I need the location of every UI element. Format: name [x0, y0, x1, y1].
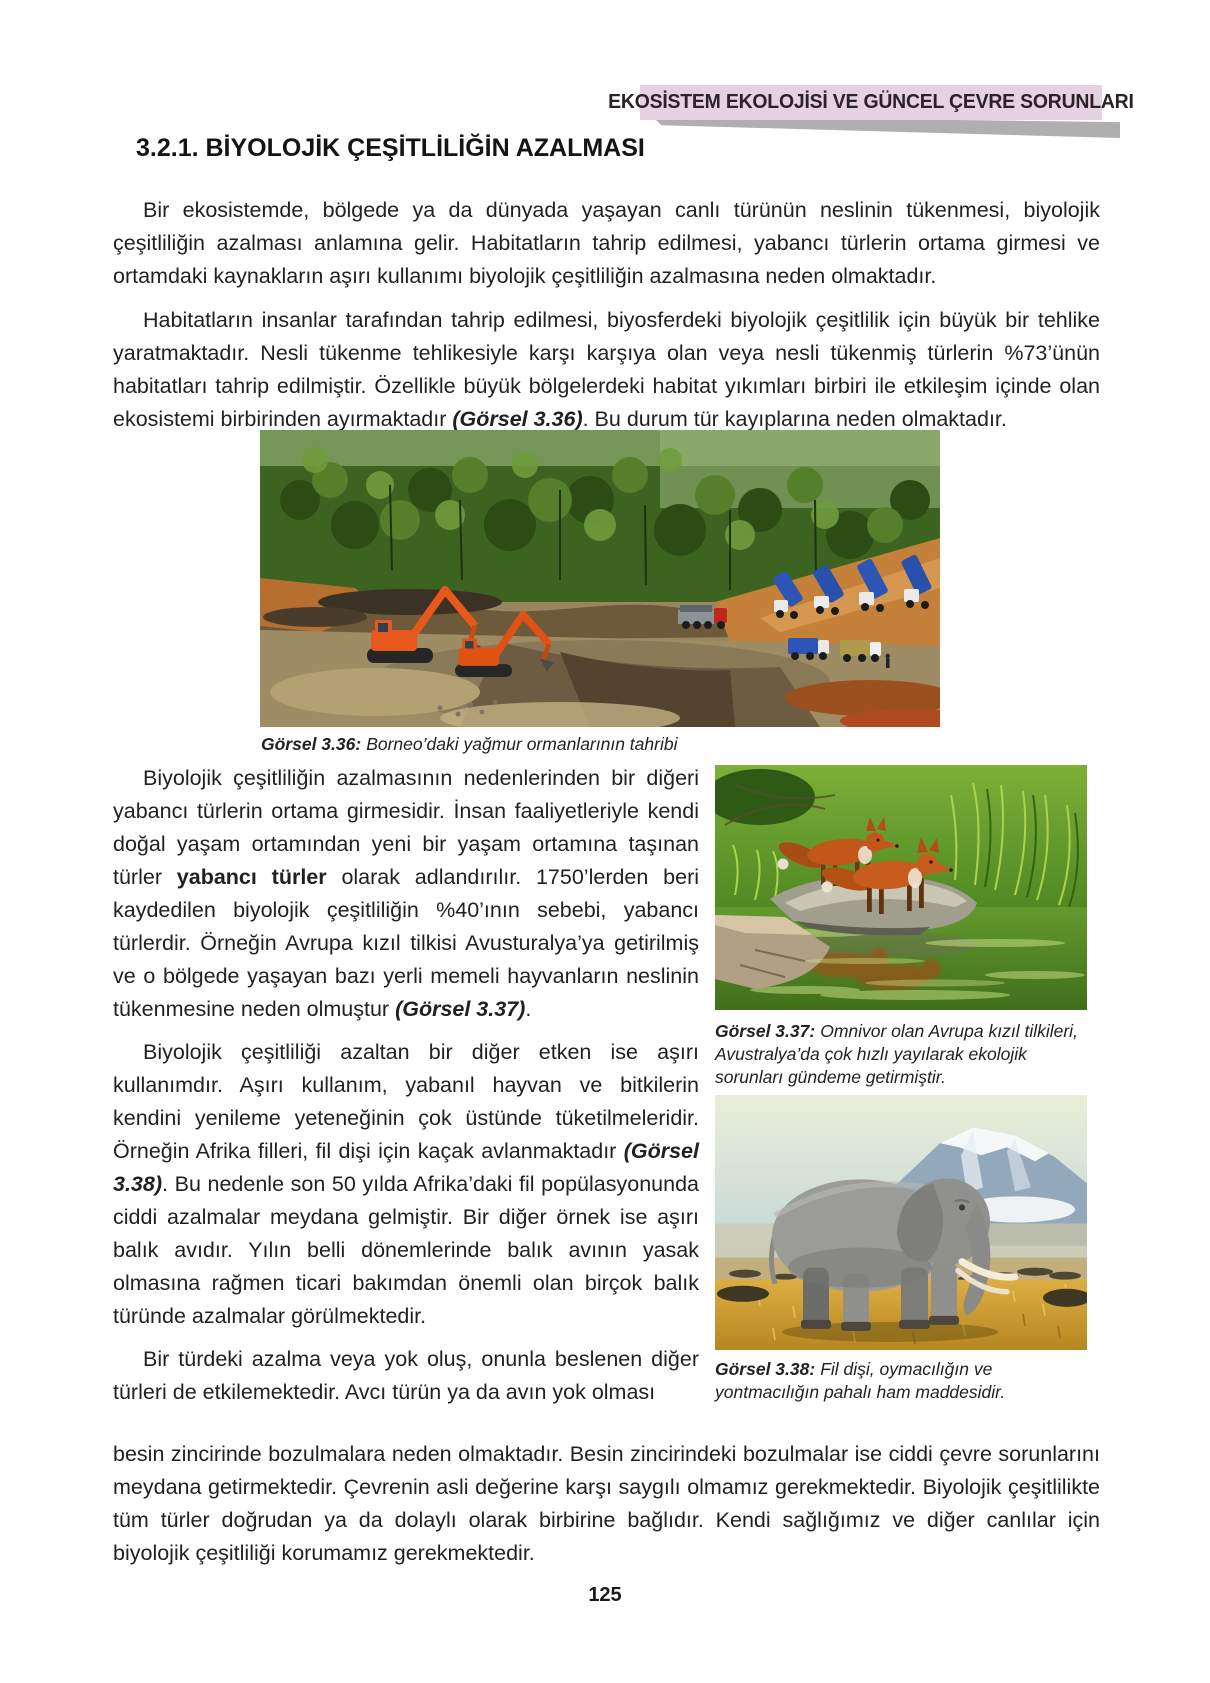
page-number: 125: [588, 1584, 622, 1606]
figure-3-37: [715, 765, 1087, 1010]
elephant-photo: [715, 1095, 1087, 1350]
figure-3-37-label: Görsel 3.37:: [715, 1021, 816, 1041]
figure-3-38-caption-text: Fil dişi, oymacılığın ve yontmacılığın pahalı ham maddesidir.: [715, 1359, 1006, 1402]
figure-3-38-caption: [715, 1358, 1087, 1404]
figure-3-37-caption: [715, 1020, 1087, 1089]
red-foxes-photo: [715, 765, 1087, 1010]
figure-3-38-label: Görsel 3.38:: [715, 1359, 816, 1379]
section-title: 3.2.1. BİYOLOJİK ÇEŞİTLİLİĞİN AZALMASI: [136, 134, 645, 162]
paragraph-5-left: Bir türdeki azalma veya yok oluş, onunla beslenen diğer türleri de etkilemektedir. Avcı türün ya da avın yok olması: [113, 1347, 699, 1404]
figure-3-36-caption: [261, 733, 941, 756]
chapter-header-banner: [608, 85, 1134, 120]
figure-3-36: [260, 430, 940, 727]
figure-3-37-caption-text: Omnivor olan Avrupa kızıl tilkileri, Avustralya’da çok hızlı yayılarak ekolojik sorunları gündeme getirmiştir.: [715, 1021, 1078, 1087]
paragraph-3: Biyolojik çeşitliliğin azalmasının nedenlerinden bir diğeri yabancı türlerin ortama girmesidir. İnsan faaliyetleriyle kendi doğal yaşam ortamından yeni bir yaşam ortamına taşınan türler yabancı türler olarak adlandırılır. 1750’lerden beri kaydedilen biyolojik çeşitliliğin %40’ının sebebi, yabancı türlerdir. Örneğin Avrupa kızıl tilkisi Avusturalya’ya getirilmiş ve o bölgede yaşayan bazı yerli memeli hayvanların neslinin tükenmesine neden olmuştur (Görsel 3.37).: [113, 766, 700, 1021]
left-text-column: [113, 762, 699, 1419]
figure-3-36-caption-text: Borneo’daki yağmur ormanlarının tahribi: [366, 734, 678, 754]
paragraph-2: Habitatların insanlar tarafından tahrip edilmesi, biyosferdeki biyolojik çeşitlilik için büyük bir tehlike yaratmaktadır. Nesli tükenme tehlikesiyle karşı karşıya olan veya nesli tükenmiş türlerin %73’ünün habitatları tahrip edilmiştir. Özellikle büyük bölgelerdeki habitat yıkımları birbiri ile etkileşim içinde olan ekosistemi birbirinden ayırmaktadır (Görsel 3.36). Bu durum tür kayıplarına neden olmaktadır.: [113, 307, 1100, 431]
paragraph-1: Bir ekosistemde, bölgede ya da dünyada yaşayan canlı türünün neslinin tükenmesi, biyolojik çeşitliliğin azalması anlamına gelir. Habitatların tahrip edilmesi, yabancı türlerin ortama girmesi ve ortamdaki kaynakların aşırı kullanımı biyolojik çeşitliliğin azalmasına neden olmaktadır.: [113, 197, 1100, 288]
deforestation-photo: [260, 430, 940, 727]
paragraph-5-full: besin zincirinde bozulmalara neden olmaktadır. Besin zincirindeki bozulmalar ise ciddi çevre sorunlarını meydana getirmektedir. Çevrenin asli değerine karşı saygılı olmamız gerekmektedir. Biyolojik çeşitlilikte tüm türler doğrudan ya da dolaylı olarak birbirine bağlıdır. Kendi sağlığımız ve diğer canlılar için biyolojik çeşitliliği korumamız gerekmektedir.: [113, 1441, 1100, 1565]
figure-3-36-label: Görsel 3.36:: [261, 734, 362, 754]
figure-3-38: [715, 1095, 1087, 1350]
paragraph-4: Biyolojik çeşitliliği azaltan bir diğer etken ise aşırı kullanımdır. Aşırı kullanım, yabanıl hayvan ve bitkilerin kendini yenileme yeteneğinin çok üstünde tüketilmeleridir. Örneğin Afrika filleri, fil dişi için kaçak avlanmaktadır (Görsel 3.38). Bu nedenle son 50 yılda Afrika’daki fil popülasyonunda ciddi azalmalar meydana gelmiştir. Bir diğer örnek ise aşırı balık avıdır. Yılın belli dönemlerinde balık avının yasak olmasına rağmen ticari bakımdan önemli olan birçok balık türünde azalmalar görülmektedir.: [113, 1040, 699, 1328]
chapter-header-text: EKOSİSTEM EKOLOJİSİ VE GÜNCEL ÇEVRE SORUNLARI: [608, 91, 1134, 113]
